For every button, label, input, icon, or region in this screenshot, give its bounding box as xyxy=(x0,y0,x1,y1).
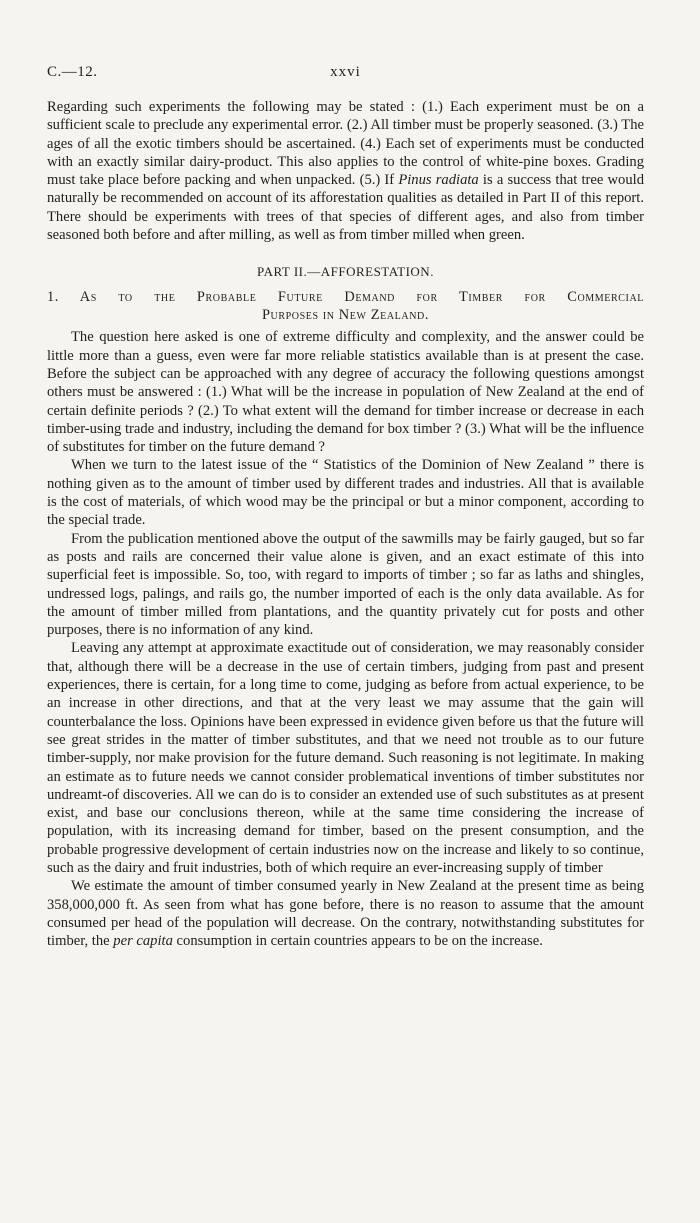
section-heading-line1: 1. As to the Probable Future Demand for Timber for Commercial xyxy=(47,289,644,306)
paragraph-substitutes: Leaving any attempt at approximate exactitude out of consideration, we may reasonably consider that, although there will be a decrease in the use of certain timbers, judging from past and present experiences, there is certain, for a long time to come, judging as before from actual experience, to be an increase in other directions, and that at the very least we may assume that the gain will counterbalance the loss. Opinions have been expressed in evidence given before us that the future will see great strides in the matter of timber substitutes, and that we need not trouble as to our future timber-supply, nor make provision for the future demand. Such reasoning is not legitimate. In making an estimate as to future needs we cannot consider problematical inventions of timber substitutes nor undreamt-of discoveries. All we can do is to consider an extended use of such substitutes as at present exist, and base our conclusions thereon, while at the same time considering the increase of population, with its increasing demand for timber, based on the present consumption, and the probable progressive development of certain industries now on the increase and likely to so continue, such as the dairy and fruit industries, both of which require an ever-increasing supply of timber xyxy=(47,640,644,876)
intro-text: Regarding such experiments the following may be stated : (1.) Each experiment must be on a sufficient scale to preclude any experimental error. (2.) All timber must be properly seasoned. (3.) The ages of all the exotic timbers should be ascertained. (4.) Each set of experiments must be conducted with an exactly similar dairy-product. This also applies to the control of white-pine boxes. Grading must take place before packing and when unpacked. (5.) If xyxy=(47,99,644,189)
part-heading: PART II.—AFFORESTATION. xyxy=(257,264,434,280)
intro-text-continued: is a success that tree would naturally be recommended on account of its afforestation qualities as detailed in Part II of this report. There should be experiments with trees of that species of different ages, and also from timber seasoned both before and after milling, as well as from timber milled when green. xyxy=(47,172,645,244)
intro-species-name: Pinus radiata xyxy=(398,172,479,189)
paragraph-question: The question here asked is one of extreme difficulty and complexity, and the answer could be little more than a guess, even were far more reliable statistics available than is at present the case. Before the subject can be approached with any degree of accuracy the following questions amongst others must be answered : (1.) What will be the increase in population of New Zealand at the end of certain definite periods ? (2.) To what extent will the demand for timber increase or decrease in each timber-using trade and industry, including the demand for box timber ? (3.) What will be the influence of substitutes for timber on the future demand ? xyxy=(47,329,644,456)
document-code: C.—12. xyxy=(47,64,98,80)
running-head xyxy=(47,64,644,88)
estimate-text: We estimate the amount of timber consumed yearly in New Zealand at the present time as being 358,000,000 ft. As seen from what has gone before, there is no reason to assume that the amount consumed per head of the population will decrease. On the contrary, notwithstanding substitutes for timber, the xyxy=(47,878,644,950)
intro-paragraph xyxy=(47,98,644,244)
paragraph-statistics: When we turn to the latest issue of the “ Statistics of the Dominion of New Zealand ” there is nothing given as to the amount of timber used by different trades and industries. All that is available is the cost of materials, of which wood may be the principal or but a minor component, according to the special trade. xyxy=(47,457,644,529)
section-heading-line2: Purposes in New Zealand. xyxy=(261,307,430,324)
estimate-text-continued: consumption in certain countries appears to be on the increase. xyxy=(172,933,543,950)
paragraph-publication: From the publication mentioned above the output of the sawmills may be fairly gauged, but so far as posts and rails are concerned their value alone is given, and an exact estimate of this into superficial feet is impossible. So, too, with regard to imports of timber ; so far as laths and shingles, undressed logs, palings, and rails go, the number imported of each is the only data available. As for the amount of timber milled from plantations, and the quantity privately cut for posts and other purposes, there is no information of any kind. xyxy=(47,530,644,639)
page-number: xxvi xyxy=(330,64,361,80)
per-capita-term: per capita xyxy=(113,933,173,950)
section-heading xyxy=(47,288,644,324)
paragraph-estimate xyxy=(47,877,644,950)
